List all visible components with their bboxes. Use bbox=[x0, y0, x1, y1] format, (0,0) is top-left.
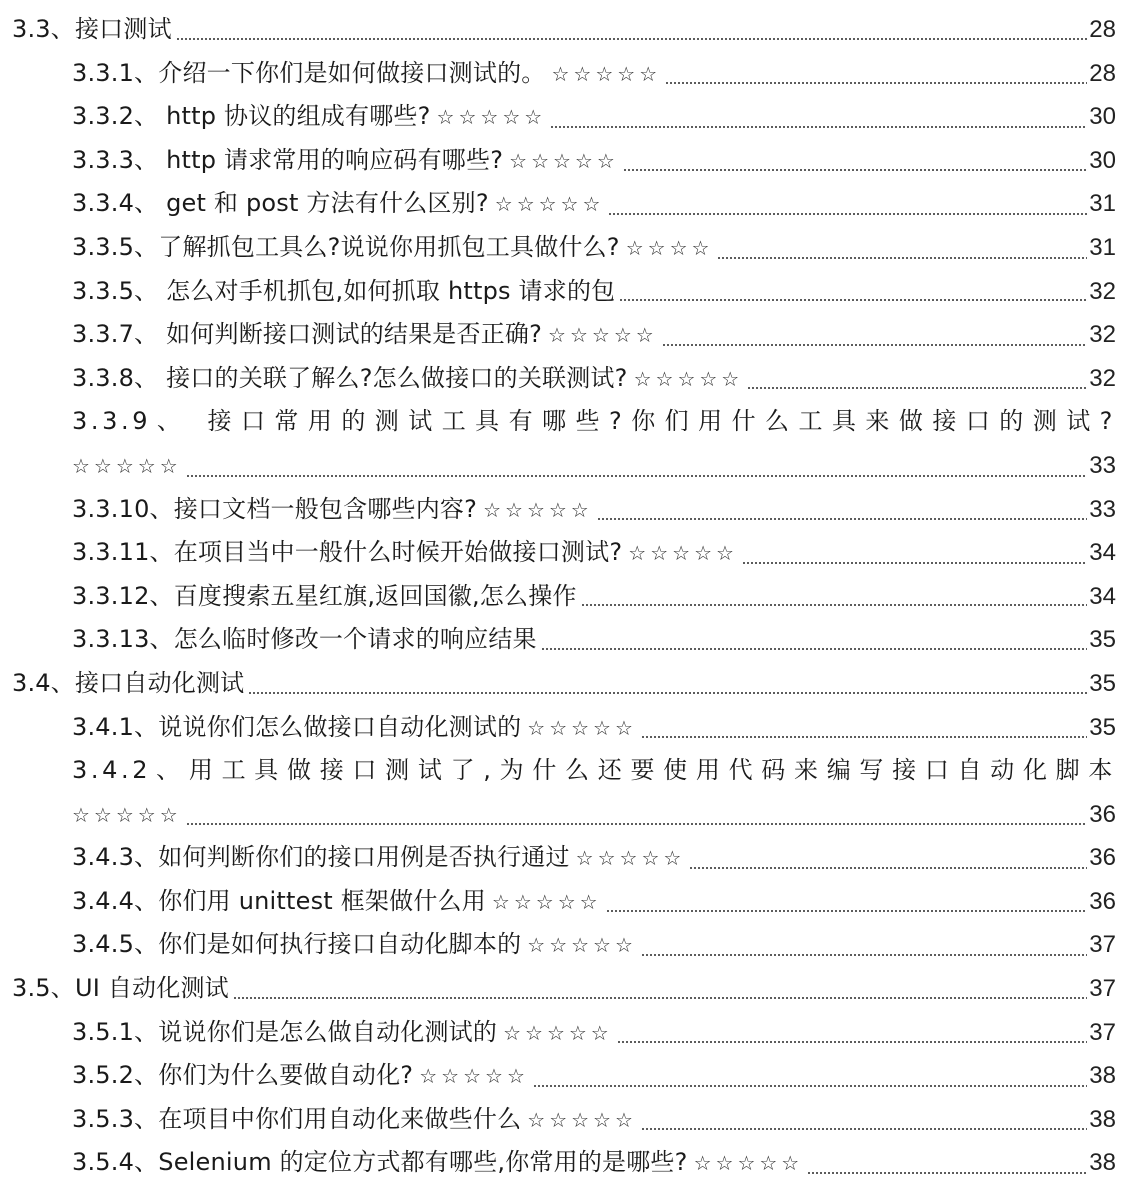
toc-title: 3.3.8、 接口的关联了解么?怎么做接口的关联测试? bbox=[72, 363, 628, 392]
toc-entry-3-5-2[interactable] bbox=[0, 1054, 1141, 1098]
toc-page-number: 35 bbox=[1089, 626, 1116, 654]
table-of-contents bbox=[0, 8, 1141, 1185]
star-rating-icon: ☆☆☆☆☆ bbox=[503, 1020, 613, 1045]
star-rating-icon: ☆☆☆☆☆ bbox=[551, 61, 662, 86]
toc-title: 3.3.12、百度搜索五星红旗,返回国徽,怎么操作 bbox=[72, 581, 577, 610]
star-rating-icon: ☆☆☆☆☆ bbox=[633, 366, 744, 391]
toc-entry-3-3-11[interactable] bbox=[0, 531, 1141, 575]
toc-title: 3.3.4、 get 和 post 方法有什么区别? bbox=[72, 189, 489, 218]
dot-leader bbox=[747, 387, 1087, 389]
dot-leader bbox=[541, 648, 1088, 650]
dot-leader bbox=[186, 823, 1088, 825]
toc-title: 3.3.11、在项目当中一般什么时候开始做接口测试? bbox=[72, 538, 623, 567]
star-rating-icon: ☆☆☆☆☆ bbox=[693, 1151, 804, 1176]
toc-entry-3-3-5b[interactable] bbox=[0, 270, 1141, 314]
star-rating-icon: ☆☆☆☆☆ bbox=[483, 497, 593, 522]
toc-page-number: 31 bbox=[1089, 190, 1116, 218]
star-rating-icon: ☆☆☆☆☆ bbox=[494, 192, 605, 217]
star-rating-icon: ☆☆☆☆☆ bbox=[548, 323, 658, 348]
toc-entry-3-3-4[interactable] bbox=[0, 182, 1141, 226]
dot-leader bbox=[617, 1041, 1088, 1043]
toc-title: 3.4.3、如何判断你们的接口用例是否执行通过 bbox=[72, 843, 570, 872]
star-rating-icon: ☆☆☆☆☆ bbox=[628, 541, 738, 566]
star-rating-icon: ☆☆☆☆☆ bbox=[527, 715, 637, 740]
dot-leader bbox=[641, 736, 1087, 738]
toc-page-number: 34 bbox=[1089, 582, 1116, 610]
toc-entry-3-4-4[interactable] bbox=[0, 880, 1141, 924]
dot-leader bbox=[176, 38, 1088, 40]
toc-entry-3-3-3[interactable] bbox=[0, 139, 1141, 183]
toc-entry-3-5-3[interactable] bbox=[0, 1098, 1141, 1142]
toc-entry-3-3-10[interactable] bbox=[0, 488, 1141, 532]
toc-entry-3-3-5a[interactable] bbox=[0, 226, 1141, 270]
toc-title: 3.4.1、说说你们怎么做接口自动化测试的 bbox=[72, 712, 522, 741]
star-rating-icon: ☆☆☆☆☆ bbox=[575, 846, 686, 871]
toc-title: 3.4.4、你们用 unittest 框架做什么用 bbox=[72, 886, 486, 915]
toc-page-number: 38 bbox=[1089, 1105, 1116, 1133]
toc-title: 3.3、接口测试 bbox=[12, 15, 172, 43]
toc-entry-3-3-2[interactable] bbox=[0, 95, 1141, 139]
toc-title: 3.3.3、 http 请求常用的响应码有哪些? bbox=[72, 145, 504, 174]
toc-entry-3-3-8[interactable] bbox=[0, 357, 1141, 401]
toc-title: 3.3.9、 接口常用的测试工具有哪些?你们用什么工具来做接口的测试? bbox=[72, 407, 1116, 436]
toc-title: 3.3.5、 怎么对手机抓包,如何抓取 https 请求的包 bbox=[72, 276, 616, 305]
toc-page-number: 36 bbox=[1089, 800, 1116, 828]
toc-entry-3-3-1[interactable] bbox=[0, 52, 1141, 96]
toc-page-number: 36 bbox=[1089, 887, 1116, 915]
star-rating-icon: ☆☆☆☆ bbox=[625, 235, 714, 260]
toc-title: 3.5.2、你们为什么要做自动化? bbox=[72, 1061, 414, 1090]
toc-page-number: 35 bbox=[1089, 669, 1116, 697]
toc-page-number: 34 bbox=[1089, 539, 1116, 567]
toc-entry-3-3-13[interactable] bbox=[0, 618, 1141, 662]
toc-page-number: 35 bbox=[1089, 713, 1116, 741]
dot-leader bbox=[641, 954, 1087, 956]
toc-title: 3.4、接口自动化测试 bbox=[12, 668, 245, 697]
toc-section-3-3[interactable] bbox=[0, 8, 1141, 52]
toc-page-number: 28 bbox=[1089, 59, 1116, 87]
dot-leader bbox=[186, 475, 1088, 477]
toc-page-number: 32 bbox=[1089, 321, 1116, 349]
toc-page-number: 31 bbox=[1089, 233, 1116, 261]
toc-page-number: 36 bbox=[1089, 844, 1116, 872]
toc-title: 3.5.1、说说你们是怎么做自动化测试的 bbox=[72, 1017, 498, 1046]
toc-title: 3.4.2、用工具做接口测试了,为什么还要使用代码来编写接口自动化脚本 bbox=[72, 756, 1116, 785]
dot-leader bbox=[608, 213, 1087, 215]
toc-title: 3.4.5、你们是如何执行接口自动化脚本的 bbox=[72, 930, 522, 959]
toc-title: 3.3.2、 http 协议的组成有哪些? bbox=[72, 102, 431, 131]
dot-leader bbox=[807, 1172, 1087, 1174]
toc-entry-3-5-4[interactable] bbox=[0, 1141, 1141, 1185]
dot-leader bbox=[597, 518, 1088, 520]
dot-leader bbox=[662, 344, 1088, 346]
toc-title: 3.3.13、怎么临时修改一个请求的响应结果 bbox=[72, 625, 537, 654]
dot-leader bbox=[248, 692, 1087, 694]
toc-page-number: 33 bbox=[1089, 495, 1116, 523]
dot-leader bbox=[665, 82, 1087, 84]
toc-page-number: 30 bbox=[1089, 146, 1116, 174]
dot-leader bbox=[533, 1085, 1087, 1087]
toc-page-number: 28 bbox=[1089, 16, 1116, 43]
star-rating-icon: ☆☆☆☆☆ bbox=[436, 105, 547, 130]
toc-entry-3-3-7[interactable] bbox=[0, 313, 1141, 357]
toc-section-3-5[interactable] bbox=[0, 967, 1141, 1011]
toc-page-number: 30 bbox=[1089, 103, 1116, 131]
star-rating-icon: ☆☆☆☆☆ bbox=[72, 453, 182, 478]
dot-leader bbox=[233, 997, 1087, 999]
dot-leader bbox=[606, 910, 1088, 912]
toc-page-number: 33 bbox=[1089, 451, 1116, 479]
dot-leader bbox=[641, 1128, 1087, 1130]
toc-entry-3-3-12[interactable] bbox=[0, 575, 1141, 619]
dot-leader bbox=[742, 562, 1087, 564]
dot-leader bbox=[550, 126, 1087, 128]
toc-entry-3-4-3[interactable] bbox=[0, 836, 1141, 880]
toc-page-number: 37 bbox=[1089, 931, 1116, 959]
toc-title: 3.5.3、在项目中你们用自动化来做些什么 bbox=[72, 1104, 522, 1133]
star-rating-icon: ☆☆☆☆☆ bbox=[491, 889, 602, 914]
dot-leader bbox=[581, 604, 1088, 606]
dot-leader bbox=[623, 169, 1088, 171]
toc-page-number: 38 bbox=[1089, 1062, 1116, 1090]
toc-page-number: 32 bbox=[1089, 277, 1116, 305]
toc-entry-3-3-9[interactable] bbox=[0, 400, 1141, 487]
dot-leader bbox=[717, 257, 1087, 259]
toc-title: 3.3.7、 如何判断接口测试的结果是否正确? bbox=[72, 320, 543, 349]
star-rating-icon: ☆☆☆☆☆ bbox=[72, 802, 182, 827]
toc-page-number: 37 bbox=[1089, 975, 1116, 1003]
toc-page-number: 38 bbox=[1089, 1149, 1116, 1177]
toc-page-number: 32 bbox=[1089, 364, 1116, 392]
toc-entry-3-5-1[interactable] bbox=[0, 1011, 1141, 1055]
toc-title: 3.5、UI 自动化测试 bbox=[12, 974, 229, 1003]
toc-entry-3-4-2[interactable] bbox=[0, 749, 1141, 836]
toc-title: 3.3.10、接口文档一般包含哪些内容? bbox=[72, 494, 478, 523]
dot-leader bbox=[619, 299, 1087, 301]
toc-page-number: 37 bbox=[1089, 1018, 1116, 1046]
toc-title: 3.5.4、Selenium 的定位方式都有哪些,你常用的是哪些? bbox=[72, 1148, 688, 1177]
toc-entry-3-4-5[interactable] bbox=[0, 923, 1141, 967]
star-rating-icon: ☆☆☆☆☆ bbox=[419, 1064, 529, 1089]
toc-entry-3-4-1[interactable] bbox=[0, 706, 1141, 750]
star-rating-icon: ☆☆☆☆☆ bbox=[527, 1107, 637, 1132]
toc-title: 3.3.1、介绍一下你们是如何做接口测试的。 bbox=[72, 58, 546, 87]
toc-section-3-4[interactable] bbox=[0, 662, 1141, 706]
dot-leader bbox=[689, 867, 1087, 869]
toc-title: 3.3.5、了解抓包工具么?说说你用抓包工具做什么? bbox=[72, 232, 620, 261]
star-rating-icon: ☆☆☆☆☆ bbox=[509, 148, 619, 173]
star-rating-icon: ☆☆☆☆☆ bbox=[527, 933, 637, 958]
